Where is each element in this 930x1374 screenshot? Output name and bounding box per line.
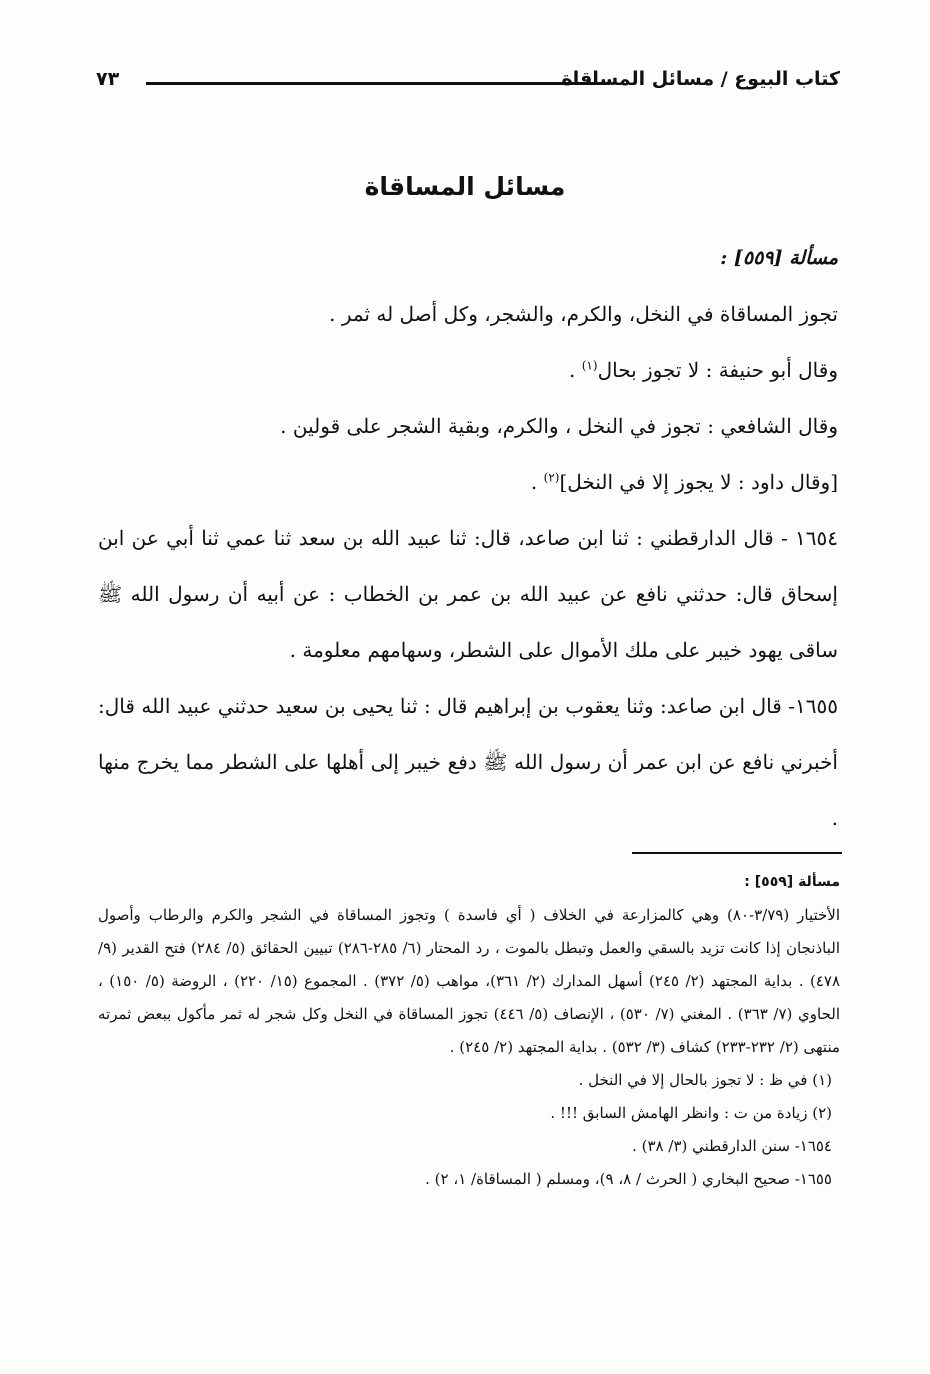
footnote-masala-text: الأختيار (٣/٧٩-٨٠) وهي كالمزارعة في الخلاف ( أي فاسدة ) وتجوز المساقاة في الشجر والكرم والرطاب وأصول الباذنجان إذا كانت تزيد بالسقي والعمل وتبطل بالموت ، رد المحتار (٦/ ٢٨٥-٢٨٦) تبيين الحقائق (٥/ ٢٨٤) فتح القدير (٩/ ٤٧٨) . بداية المجتهد (٢/ ٢٤٥) أسهل المدارك (٢/ ٣٦١)، مواهب (٥/ ٣٧٢) . المجموع (١٥/ ٢٢٠) ، الروضة (٥/ ١٥٠) ، الحاوي (٧/ ٣٦٣) . المغني (٧/ ٥٣٠) ، الإنصاف (٥/ ٤٤٦) تجوز المساقاة في النخل وكل شجر له ثمر مأكول ببعض ثمرته منتهى (٢/ ٢٣٢-٢٣٣) كشاف (٣/ ٥٣٢) . بداية المجتهد (٢/ ٢٤٥) . xyxy=(98,906,841,1056)
footnote-ref-1: (١) xyxy=(581,358,598,373)
footnote-masala-label: مسألة [٥٥٩] : xyxy=(744,874,840,890)
paragraph-4 xyxy=(98,454,838,510)
header-rule xyxy=(146,82,610,85)
footnote-item: (١) في ظ : لا تجوز بالحال إلا في النخل . xyxy=(578,1071,832,1089)
footnote-item: ١٦٥٤- سنن الدارقطني (٣/ ٣٨) . xyxy=(632,1137,832,1155)
masala-heading: مسألة [٥٥٩] : xyxy=(720,247,838,269)
hadith-1655: ١٦٥٥- قال ابن صاعد: وثنا يعقوب بن إبراهيم قال : ثنا يحيى بن سعيد حدثني عبيد الله قال: أخبرني نافع عن ابن عمر أن رسول الله ﷺ دفع خيبر إلى أهلها على الشطر مما يخرج منها . xyxy=(98,694,838,830)
footnote-item: ١٦٥٥- صحيح البخاري ( الحرث / ٨، ٩)، ومسلم ( المساقاة/ ١، ٢) . xyxy=(425,1170,832,1188)
paragraph-2 xyxy=(98,342,838,398)
hadith-1654: ١٦٥٤ - قال الدارقطني : ثنا ابن صاعد، قال: ثنا عبيد الله بن سعد ثنا عمي ثنا أبي عن ابن إسحاق قال: حدثني نافع عن عبيد الله بن عمر بن الخطاب : عن أبيه أن رسول الله ﷺ ساقى يهود خيبر على ملك الأموال على الشطر، وسهامهم معلومة . xyxy=(98,526,838,662)
running-header xyxy=(96,62,840,102)
footnote-separator xyxy=(632,852,842,854)
main-text xyxy=(98,230,838,846)
footnote-ref-2: (٢) xyxy=(543,470,560,485)
paragraph-1: تجوز المساقاة في النخل، والكرم، والشجر، وكل أصل له ثمر . xyxy=(329,302,838,326)
footnotes xyxy=(98,866,840,1196)
paragraph-2-end: . xyxy=(569,358,582,382)
paragraph-4-end: . xyxy=(530,470,544,494)
paragraph-2-text: وقال أبو حنيفة : لا تجوز بحال xyxy=(597,358,838,382)
running-title: كتاب البيوع / مسائل المساقاة xyxy=(561,68,840,90)
paragraph-4-text: [وقال داود : لا يجوز إلا في النخل] xyxy=(559,470,838,494)
section-title: مسائل المساقاة xyxy=(364,172,566,201)
footnote-item: (٢) زيادة من ت : وانظر الهامش السابق !!! . xyxy=(550,1104,832,1122)
paragraph-3: وقال الشافعي : تجوز في النخل ، والكرم، وبقية الشجر على قولين . xyxy=(280,414,838,438)
page-number: ٧٣ xyxy=(96,68,120,90)
